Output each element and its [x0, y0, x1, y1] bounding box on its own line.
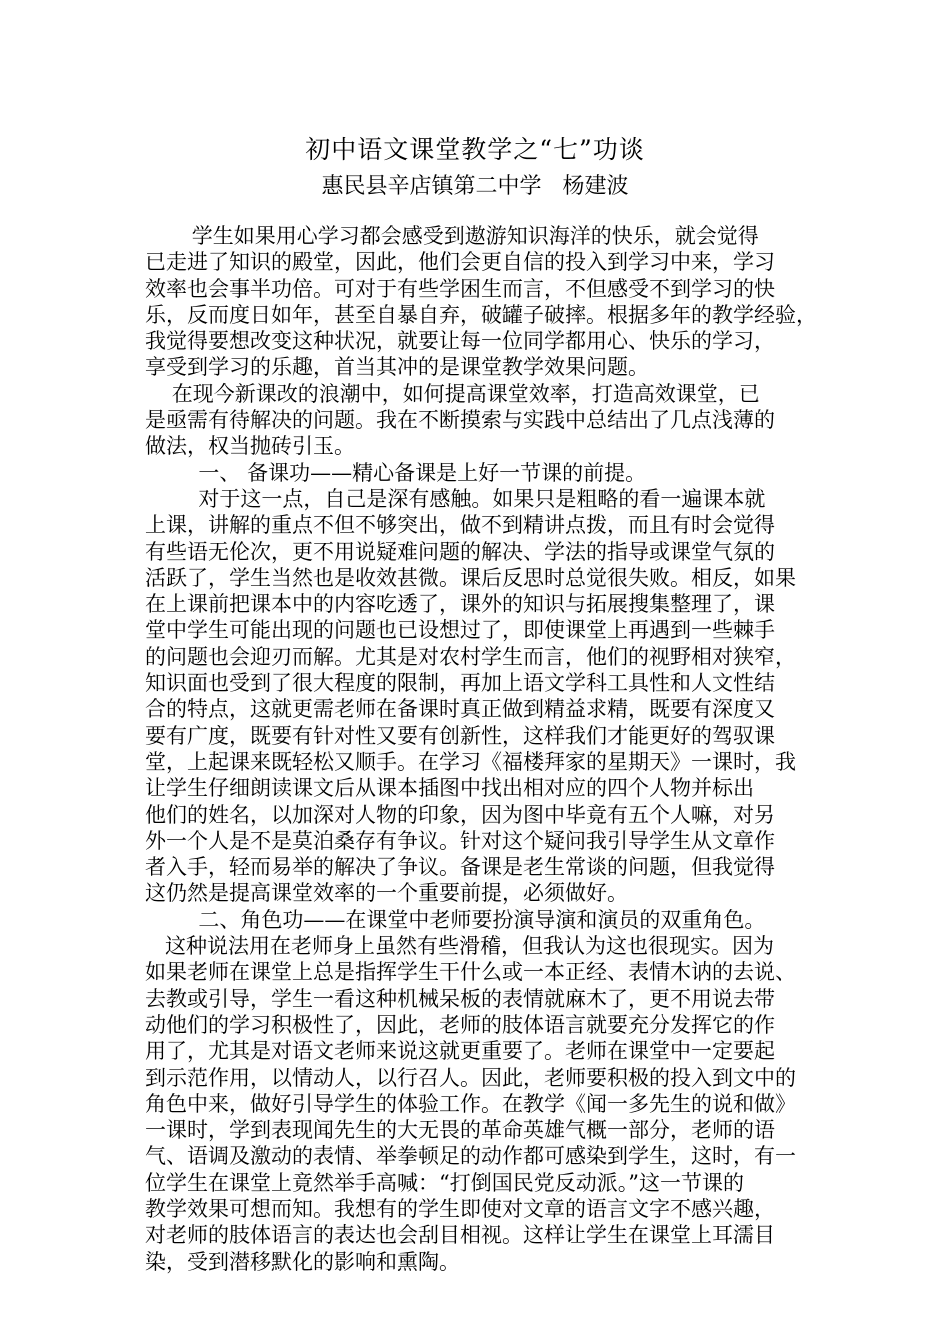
- text-line: 染，受到潜移默化的影响和熏陶。: [145, 1249, 460, 1274]
- text-line: 者入手，轻而易举的解决了争议。备课是老生常谈的问题，但我觉得: [145, 855, 775, 880]
- text-line: 他们的姓名，以加深对人物的印象，因为图中毕竟有五个人嘛，对另: [145, 802, 775, 827]
- text-line: 位学生在课堂上竟然举手高喊：“打倒国民党反动派。”这一节课的: [145, 1170, 744, 1195]
- text-line: 堂中学生可能出现的问题也已设想过了，即使课堂上再遇到一些棘手: [145, 618, 775, 643]
- text-line: 让学生仔细朗读课文后从课本插图中找出相对应的四个人物并标出: [145, 776, 754, 801]
- document-title: 初中语文课堂教学之“七”功谈: [305, 135, 645, 164]
- text-line: 角色中来，做好引导学生的体验工作。在教学《闻一多先生的说和做》: [145, 1091, 796, 1116]
- text-line: 这种说法用在老师身上虽然有些滑稽，但我认为这也很现实。因为: [145, 934, 775, 959]
- text-line: 是亟需有待解决的问题。我在不断摸索与实践中总结出了几点浅薄的: [145, 408, 775, 433]
- text-line: 气、语调及激动的表情、举拳顿足的动作都可感染到学生，这时，有一: [145, 1144, 796, 1169]
- text-line: 到示范作用，以情动人，以行召人。因此，老师要积极的投入到文中的: [145, 1065, 796, 1090]
- text-line: 一、 备课功——精心备课是上好一节课的前提。: [145, 460, 647, 485]
- text-line: 合的特点，这就更需老师在备课时真正做到精益求精，既要有深度又: [145, 697, 775, 722]
- text-line: 活跃了，学生当然也是收效甚微。课后反思时总觉很失败。相反，如果: [145, 565, 796, 590]
- text-line: 我觉得要想改变这种状况，就要让每一位同学都用心、快乐的学习，: [145, 329, 775, 354]
- text-line: 学生如果用心学习都会感受到遨游知识海洋的快乐，就会觉得: [145, 224, 759, 248]
- text-line: 动他们的学习积极性了，因此，老师的肢体语言就要充分发挥它的作: [145, 1012, 775, 1037]
- text-line: 去教或引导，学生一看这种机械呆板的表情就麻木了，更不用说去带: [145, 986, 775, 1011]
- document-body: [145, 223, 825, 1275]
- text-line: 在现今新课改的浪潮中，如何提高课堂效率，打造高效课堂，已: [145, 381, 760, 406]
- text-line: 效率也会事半功倍。可对于有些学困生而言，不但感受不到学习的快: [145, 276, 775, 301]
- text-line: 做法，权当抛砖引玉。: [145, 434, 355, 459]
- text-line: 二、角色功——在课堂中老师要扮演导演和演员的双重角色。: [145, 907, 766, 932]
- text-line: 堂，上起课来既轻松又顺手。在学习《福楼拜家的星期天》一课时，我: [145, 749, 796, 774]
- text-line: 在上课前把课本中的内容吃透了，课外的知识与拓展搜集整理了，课: [145, 592, 775, 617]
- text-line: 如果老师在课堂上总是指挥学生干什么或一本正经、表情木讷的去说、: [145, 960, 796, 985]
- text-line: 这仍然是提高课堂效率的一个重要前提，必须做好。: [145, 881, 628, 906]
- text-line: 有些语无伦次，更不用说疑难问题的解决、学法的指导或课堂气氛的: [145, 539, 775, 564]
- text-line: 外一个人是不是莫泊桑存有争议。针对这个疑问我引导学生从文章作: [145, 828, 775, 853]
- text-line: 已走进了知识的殿堂，因此，他们会更自信的投入到学习中来，学习: [145, 250, 775, 275]
- text-line: 要有广度，既要有针对性又要有创新性，这样我们才能更好的驾驭课: [145, 723, 775, 748]
- text-line: 的问题也会迎刃而解。尤其是对农村学生而言，他们的视野相对狭窄，: [145, 644, 796, 669]
- text-line: 教学效果可想而知。我想有的学生即使对文章的语言文字不感兴趣，: [145, 1196, 775, 1221]
- text-line: 对老师的肢体语言的表达也会刮目相视。这样让学生在课堂上耳濡目: [145, 1223, 775, 1248]
- document-author: 惠民县辛店镇第二中学 杨建波: [321, 174, 629, 199]
- text-line: 知识面也受到了很大程度的限制，再加上语文学科工具性和人文性结: [145, 671, 775, 696]
- text-line: 上课，讲解的重点不但不够突出，做不到精讲点拨，而且有时会觉得: [145, 513, 775, 538]
- text-line: 乐，反而度日如年，甚至自暴自弃，破罐子破摔。根据多年的教学经验，: [145, 302, 817, 327]
- text-line: 一课时，学到表现闻先生的大无畏的革命英雄气概一部分，老师的语: [145, 1118, 775, 1143]
- text-line: 享受到学习的乐趣，首当其冲的是课堂教学效果问题。: [145, 355, 649, 380]
- text-line: 用了，尤其是对语文老师来说这就更重要了。老师在课堂中一定要起: [145, 1039, 775, 1064]
- text-line: 对于这一点，自己是深有感触。如果只是粗略的看一遍课本就: [145, 486, 766, 511]
